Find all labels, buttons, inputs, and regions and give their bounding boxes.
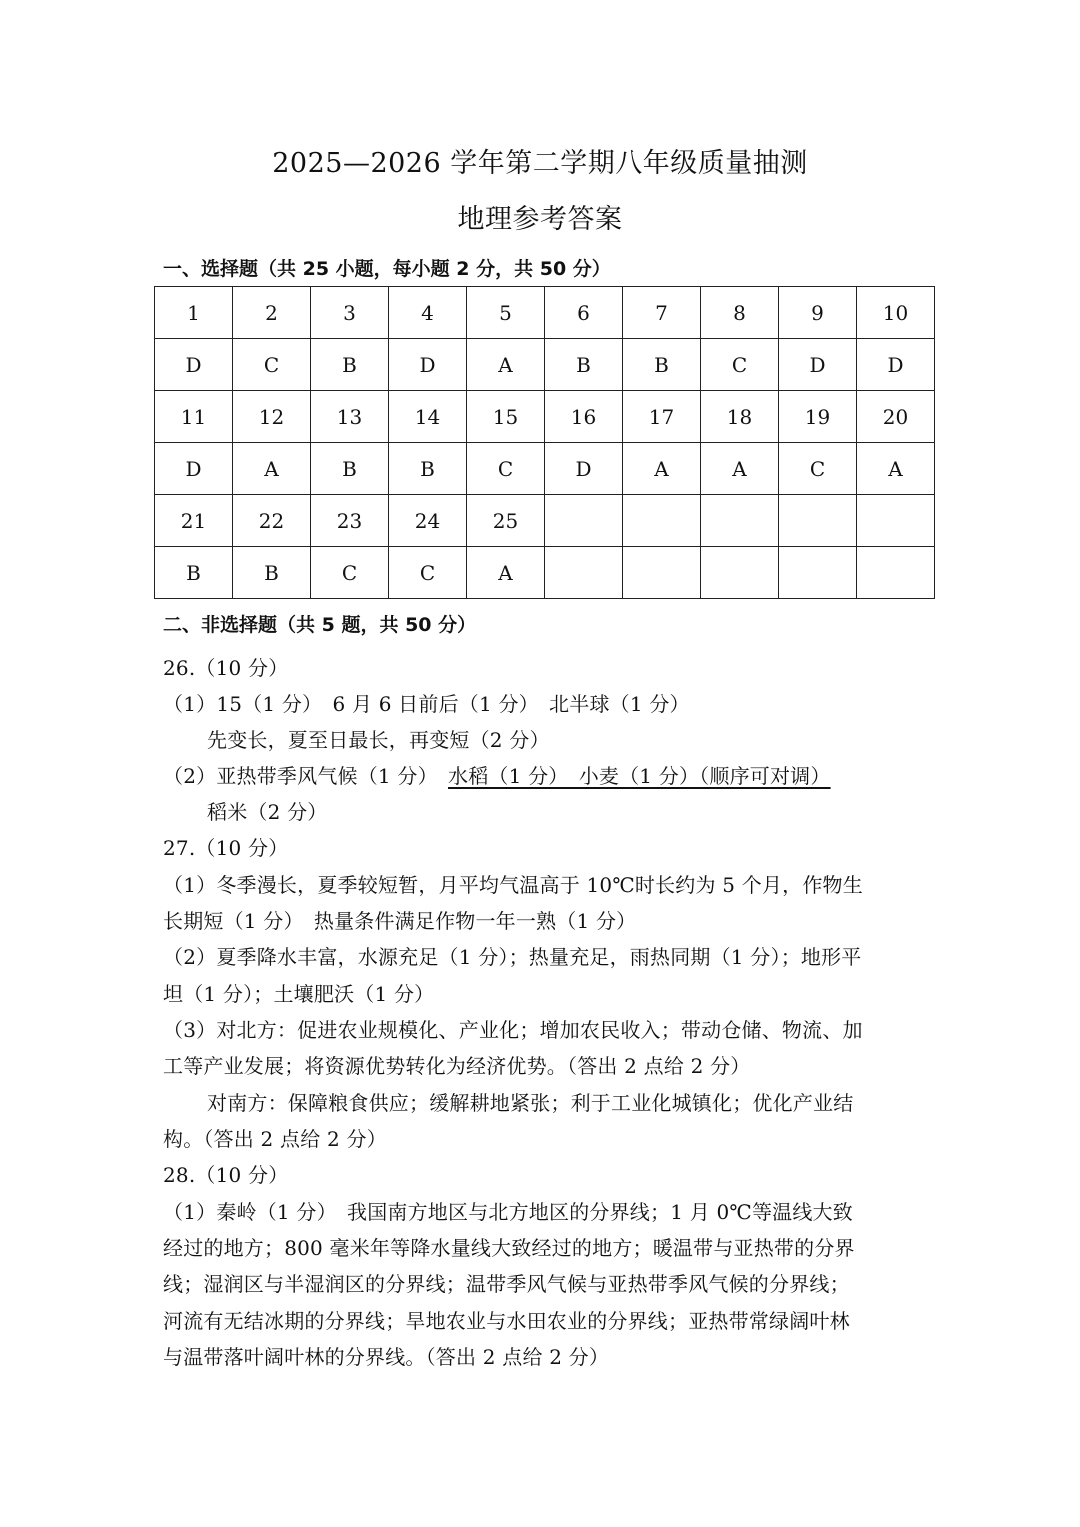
- question-number-cell: 10: [857, 287, 935, 339]
- answer-table: [154, 286, 935, 599]
- answer-line: 构。（答出 2 点给 2 分）: [163, 1127, 387, 1151]
- answer-line: 与温带落叶阔叶林的分界线。（答出 2 点给 2 分）: [163, 1345, 610, 1369]
- answer-cell: B: [155, 547, 233, 599]
- answer-cell: D: [389, 339, 467, 391]
- answer-line: 河流有无结冰期的分界线；旱地农业与水田农业的分界线；亚热带常绿阔叶林: [163, 1309, 850, 1333]
- answer-cell: B: [311, 339, 389, 391]
- question-26-heading: 26.（10 分）: [163, 656, 289, 680]
- question-number-cell: 9: [779, 287, 857, 339]
- answer-line: （1）秦岭（1 分） 我国南方地区与北方地区的分界线；1 月 0℃等温线大致: [163, 1200, 853, 1224]
- answer-cell: A: [857, 443, 935, 495]
- answer-cell: [857, 547, 935, 599]
- question-number-cell: [545, 495, 623, 547]
- answer-line: 长期短（1 分） 热量条件满足作物一年一熟（1 分）: [163, 909, 637, 933]
- question-number-cell: 16: [545, 391, 623, 443]
- question-number-row: [155, 391, 935, 443]
- section-heading-nonchoice: 二、非选择题（共 5 题，共 50 分）: [163, 614, 477, 636]
- question-number-cell: 1: [155, 287, 233, 339]
- question-number-cell: 12: [233, 391, 311, 443]
- answer-line: （1）冬季漫长，夏季较短暂，月平均气温高于 10℃时长约为 5 个月，作物生: [163, 873, 863, 897]
- question-number-cell: 18: [701, 391, 779, 443]
- answer-cell: B: [389, 443, 467, 495]
- answer-cell: A: [701, 443, 779, 495]
- answer-cell: B: [545, 339, 623, 391]
- answer-cell: A: [623, 443, 701, 495]
- question-number-cell: 5: [467, 287, 545, 339]
- question-number-cell: 4: [389, 287, 467, 339]
- answer-cell: [779, 547, 857, 599]
- question-number-cell: [701, 495, 779, 547]
- answer-line: （1）15（1 分） 6 月 6 日前后（1 分） 北半球（1 分）: [163, 692, 690, 716]
- answer-cell: B: [311, 443, 389, 495]
- question-number-cell: 22: [233, 495, 311, 547]
- answer-line: 坦（1 分）；土壤肥沃（1 分）: [163, 982, 435, 1006]
- answer-cell: A: [467, 339, 545, 391]
- answer-cell: C: [779, 443, 857, 495]
- question-number-cell: 24: [389, 495, 467, 547]
- answer-line: 先变长，夏至日最长，再变短（2 分）: [207, 728, 550, 752]
- answer-cell: [545, 547, 623, 599]
- question-number-cell: 25: [467, 495, 545, 547]
- answer-cell: C: [389, 547, 467, 599]
- question-number-cell: 2: [233, 287, 311, 339]
- page-subtitle: 地理参考答案: [457, 204, 623, 235]
- answer-cell: [701, 547, 779, 599]
- question-number-row: [155, 495, 935, 547]
- question-number-cell: 23: [311, 495, 389, 547]
- question-number-cell: [623, 495, 701, 547]
- answer-row: [155, 339, 935, 391]
- answer-cell: C: [233, 339, 311, 391]
- answer-cell: B: [233, 547, 311, 599]
- answer-row: [155, 547, 935, 599]
- answer-cell: D: [779, 339, 857, 391]
- answer-line: 工等产业发展；将资源优势转化为经济优势。（答出 2 点给 2 分）: [163, 1054, 751, 1078]
- answer-cell: C: [467, 443, 545, 495]
- answer-cell: B: [623, 339, 701, 391]
- answer-cell: C: [311, 547, 389, 599]
- answer-cell: D: [155, 443, 233, 495]
- question-number-cell: 11: [155, 391, 233, 443]
- answer-line: 稻米（2 分）: [207, 800, 328, 824]
- underlined-answer-text: 水稻（1 分） 小麦（1 分）（顺序可对调）: [448, 764, 831, 788]
- answer-row: [155, 443, 935, 495]
- question-number-cell: [779, 495, 857, 547]
- question-27-heading: 27.（10 分）: [163, 836, 289, 860]
- answer-line: 线；湿润区与半湿润区的分界线；温带季风气候与亚热带季风气候的分界线；: [163, 1272, 850, 1296]
- question-number-cell: 21: [155, 495, 233, 547]
- question-number-cell: 17: [623, 391, 701, 443]
- answer-line: 经过的地方；800 毫米年等降水量线大致经过的地方；暖温带与亚热带的分界: [163, 1236, 855, 1260]
- answer-line: （3）对北方：促进农业规模化、产业化；增加农民收入；带动仓储、物流、加: [163, 1018, 863, 1042]
- section-heading-choice: 一、选择题（共 25 小题，每小题 2 分，共 50 分）: [163, 258, 611, 280]
- answer-cell: A: [467, 547, 545, 599]
- answer-text: （2）亚热带季风气候（1 分）: [163, 764, 449, 788]
- question-number-cell: 15: [467, 391, 545, 443]
- answer-cell: D: [155, 339, 233, 391]
- question-number-cell: 19: [779, 391, 857, 443]
- page-title: 2025—2026 学年第二学期八年级质量抽测: [272, 148, 808, 179]
- question-number-cell: 13: [311, 391, 389, 443]
- answer-cell: C: [701, 339, 779, 391]
- answer-cell: D: [545, 443, 623, 495]
- answer-cell: D: [857, 339, 935, 391]
- question-number-cell: 3: [311, 287, 389, 339]
- question-number-row: [155, 287, 935, 339]
- answer-line: [163, 760, 831, 789]
- question-number-cell: 8: [701, 287, 779, 339]
- answer-cell: A: [233, 443, 311, 495]
- question-number-cell: 14: [389, 391, 467, 443]
- answer-line: （2）夏季降水丰富，水源充足（1 分）；热量充足，雨热同期（1 分）；地形平: [163, 945, 862, 969]
- question-number-cell: 20: [857, 391, 935, 443]
- question-28-heading: 28.（10 分）: [163, 1163, 289, 1187]
- question-number-cell: 6: [545, 287, 623, 339]
- answer-line: 对南方：保障粮食供应；缓解耕地紧张；利于工业化城镇化；优化产业结: [207, 1091, 854, 1115]
- answer-cell: [623, 547, 701, 599]
- question-number-cell: [857, 495, 935, 547]
- question-number-cell: 7: [623, 287, 701, 339]
